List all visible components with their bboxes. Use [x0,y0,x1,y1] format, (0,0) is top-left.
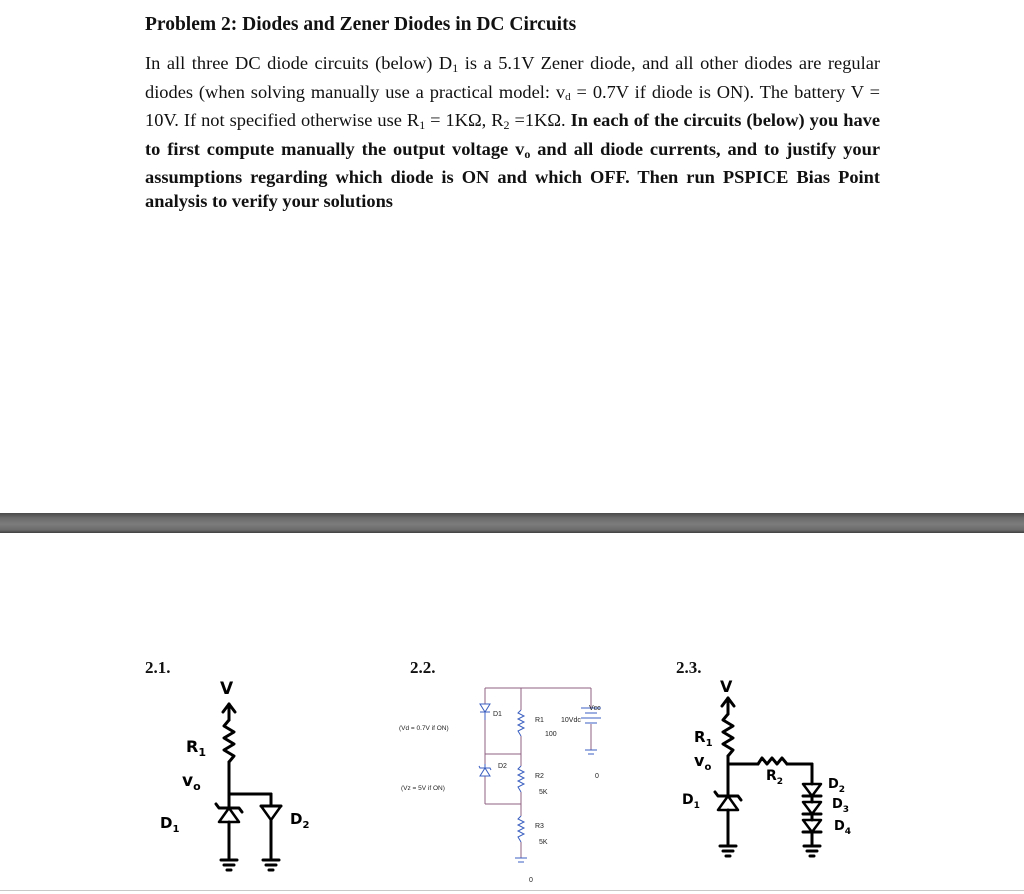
label-sub: 1 [172,824,180,835]
resistor-r3 [518,816,524,842]
label-letter: D [160,814,173,832]
value-r3: 5K [539,839,548,846]
note-d2: (Vz = 5V if ON) [401,785,445,792]
label-r1 [694,728,713,749]
diode-d3-body [803,802,821,814]
desc-subscript: o [524,146,531,161]
label-d2 [290,810,309,831]
label-r1 [186,737,206,759]
label-letter: R [766,768,777,784]
circuit-2-2 [395,680,635,890]
desc-part: In all three DC diode circuits (below) D [145,53,453,73]
desc-subscript: 1 [419,118,426,133]
note-d1: (Vd = 0.7V if ON) [399,725,449,732]
figure-label-2-2: 2.2. [410,658,436,677]
value-r2: 5K [539,789,548,796]
diode-d2-body [803,784,821,796]
label-d1: D1 [493,711,502,718]
problem-description [145,52,880,214]
label-sub: o [193,780,201,793]
diode-d1 [480,704,490,712]
circuit-2-3 [672,677,872,890]
label-v: V [220,679,234,699]
value-r1: 100 [545,731,557,738]
figure-label-2-3: 2.3. [676,658,702,677]
label-vo [694,751,711,773]
page-separator [0,513,1024,533]
diode-d2-body [261,806,281,820]
label-letter: v [182,771,194,791]
label-r3: R3 [535,823,544,830]
label-letter: R [186,737,199,756]
label-vcc: Vcc [589,705,601,712]
label-r2: R2 [535,773,544,780]
label-letter: v [694,751,705,770]
label-d1 [682,792,700,811]
resistor-r1 [224,720,234,762]
label-d4 [834,819,851,837]
label-sub: 1 [693,801,700,811]
desc-bold-part: and all diode currents, and to justify your assumptions regarding which diode is ON and which OFF. Then run PSPICE Bias Point analysis to verify your solutions [145,138,880,211]
label-ground-bottom: 0 [529,877,533,884]
label-letter: D [682,792,694,808]
label-sub: 1 [198,746,206,759]
label-r2 [766,768,783,787]
desc-bold-part: In each of the circuits (below) you have to first compute manually the output voltage v [145,110,880,159]
label-d2: D2 [498,763,507,770]
label-r1: R1 [535,717,544,724]
label-sub: 2 [302,820,310,831]
page-bottom-border [0,890,1024,891]
diode-d1-body [219,808,239,822]
label-v: V [720,677,733,696]
desc-subscript: d [565,90,571,103]
resistor-r1 [723,714,733,756]
desc-subscript: 2 [503,118,510,133]
desc-part: = 1KΩ, R [425,110,504,131]
label-sub: 2 [838,785,846,795]
label-sub: o [704,762,712,773]
figure-label-2-1: 2.1. [145,658,171,677]
label-sub: 3 [842,805,850,815]
label-d3 [832,797,849,815]
label-letter: D [828,777,839,792]
desc-part: = 0.7V if diode is ON). The battery V = 10V. If not specified otherwise use R [145,81,881,131]
label-d1 [160,814,179,835]
problem-title: Problem 2: Diodes and Zener Diodes in DC Circuits [145,14,577,35]
diode-d1-body [718,796,738,810]
desc-subscript: 1 [452,61,459,75]
label-letter: D [832,797,843,812]
label-vo [182,771,201,793]
label-d2 [828,777,845,795]
diode-d2 [480,768,490,776]
label-sub: 2 [776,777,784,787]
resistor-r2 [758,758,787,764]
label-sub: 4 [844,827,852,837]
diode-d4-body [803,820,821,832]
desc-part: is a 5.1V Zener diode, and all other diodes are regular diodes (when solving manually use a practical model: v [145,53,880,102]
label-source: 10Vdc [561,717,581,724]
label-ground-right: 0 [595,773,599,780]
label-letter: D [290,810,303,828]
resistor-r1 [518,710,524,736]
label-letter: D [834,819,845,834]
desc-part: =1KΩ. [509,110,571,131]
label-sub: 1 [705,738,713,749]
label-letter: R [694,728,706,746]
circuit-2-1 [140,680,320,890]
resistor-r2 [518,766,524,792]
